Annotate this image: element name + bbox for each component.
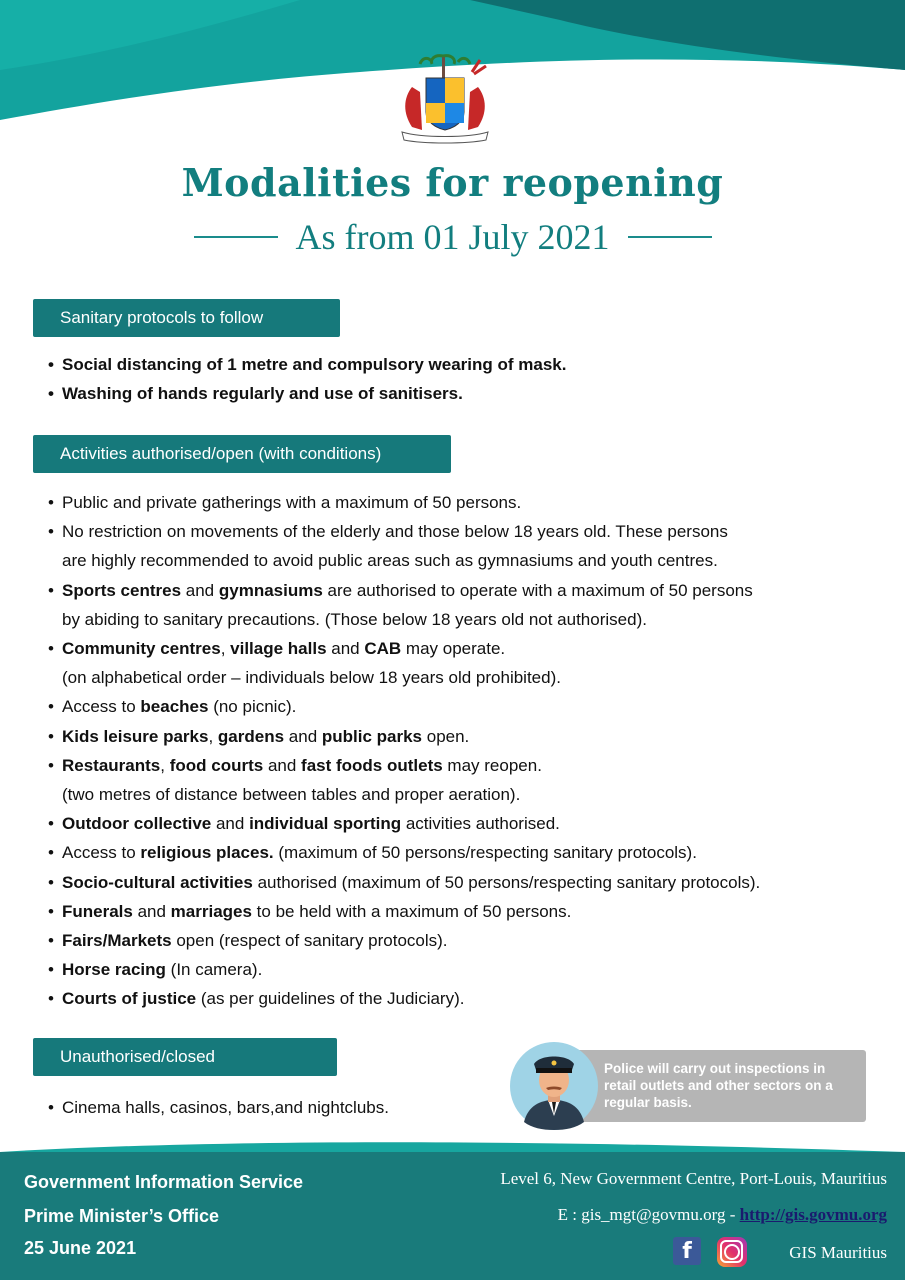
list-item: • Cinema halls, casinos, bars,and nightclubs. bbox=[48, 1093, 389, 1122]
list-item bbox=[48, 751, 760, 809]
list-item-text: (no picnic). bbox=[208, 697, 297, 717]
list-item: • Washing of hands regularly and use of sanitisers. bbox=[48, 379, 566, 408]
instagram-icon[interactable] bbox=[717, 1237, 747, 1267]
list-item-text: (In camera). bbox=[165, 960, 263, 980]
footer-email: E : gis_mgt@govmu.org - bbox=[557, 1205, 740, 1224]
list-item-text: Access to bbox=[62, 843, 141, 863]
list-item-emphasis: Outdoor collective bbox=[62, 814, 212, 834]
list-item-text: and bbox=[181, 580, 219, 600]
list-item-continuation: (on alphabetical order – individuals below 18 years old prohibited). bbox=[62, 668, 561, 688]
footer-contact bbox=[558, 1205, 887, 1225]
list-item-text: and bbox=[132, 901, 171, 921]
list-item-emphasis: public parks bbox=[321, 726, 423, 746]
list-item bbox=[48, 809, 760, 838]
list-item-text: No restriction on movements of the elderly and those below 18 years old. These persons bbox=[62, 522, 728, 542]
list-item-emphasis: gardens bbox=[217, 726, 285, 746]
footer-org: Government Information Service bbox=[24, 1172, 304, 1192]
list-item-emphasis: Funerals bbox=[62, 901, 133, 921]
list-item-text: open (respect of sanitary protocols). bbox=[171, 931, 448, 951]
list-item-text: Access to bbox=[62, 697, 141, 717]
list-item-emphasis: village halls bbox=[230, 639, 327, 659]
list-item-emphasis: Restaurants bbox=[62, 755, 161, 775]
list-item-text: activities authorised. bbox=[401, 814, 560, 834]
facebook-icon[interactable]: f bbox=[673, 1237, 701, 1265]
list-item-emphasis: marriages bbox=[170, 901, 252, 921]
list-item bbox=[48, 692, 760, 721]
police-notice bbox=[510, 1042, 866, 1132]
list-item-emphasis: individual sporting bbox=[249, 814, 402, 834]
footer-social-name: GIS Mauritius bbox=[789, 1243, 887, 1262]
list-item-continuation: are highly recommended to avoid public areas such as gymnasiums and youth centres. bbox=[62, 551, 718, 571]
police-note-text: Police will carry out inspections in retail outlets and other sectors on a regular basis. bbox=[566, 1050, 866, 1122]
list-item-text: to be held with a maximum of 50 persons. bbox=[251, 901, 572, 921]
list-item-emphasis: Sports centres bbox=[62, 580, 182, 600]
list-item-emphasis: food courts bbox=[169, 755, 264, 775]
footer-website-link[interactable]: http://gis.govmu.org bbox=[739, 1205, 887, 1224]
list-item bbox=[48, 926, 760, 955]
footer-office: Prime Minister’s Office bbox=[24, 1206, 220, 1226]
subtitle-row bbox=[0, 212, 905, 262]
list-item-emphasis: Socio-cultural activities bbox=[62, 872, 253, 892]
list-item-text: Public and private gatherings with a maximum of 50 persons. bbox=[62, 493, 522, 512]
list-item bbox=[48, 488, 760, 517]
list-item-emphasis: fast foods outlets bbox=[301, 755, 443, 775]
section-heading-sanitary: Sanitary protocols to follow bbox=[33, 299, 340, 337]
social-icons bbox=[673, 1237, 747, 1267]
list-item-text: may reopen. bbox=[442, 755, 542, 775]
list-item-text: and bbox=[263, 755, 302, 775]
list-item-continuation: (two metres of distance between tables and proper aeration). bbox=[62, 785, 521, 805]
authorised-list bbox=[48, 488, 760, 1014]
list-item: • Social distancing of 1 metre and compulsory wearing of mask. bbox=[48, 350, 566, 379]
list-item-text: open. bbox=[422, 726, 470, 746]
list-item-text: , bbox=[220, 639, 231, 659]
list-item-emphasis: CAB bbox=[364, 639, 402, 659]
list-item bbox=[48, 576, 760, 634]
list-item-text: (as per guidelines of the Judiciary). bbox=[196, 989, 465, 1009]
list-item bbox=[48, 517, 760, 575]
list-item-text: , bbox=[160, 755, 170, 775]
list-item-emphasis: Kids leisure parks bbox=[62, 726, 209, 746]
list-item-text: may operate. bbox=[401, 639, 506, 659]
list-item-text: and bbox=[211, 814, 250, 834]
list-item-text: (maximum of 50 persons/respecting sanitary protocols). bbox=[273, 843, 697, 863]
list-item-text: are authorised to operate with a maximum of 50 persons bbox=[322, 580, 753, 600]
list-item-text: and bbox=[284, 726, 322, 746]
list-item bbox=[48, 838, 760, 867]
list-item-emphasis: beaches bbox=[140, 697, 209, 717]
list-item bbox=[48, 634, 760, 692]
list-item-emphasis: Fairs/Markets bbox=[62, 931, 172, 951]
police-officer-icon bbox=[510, 1042, 598, 1130]
sanitary-list bbox=[48, 350, 566, 408]
list-item bbox=[48, 722, 760, 751]
page-subtitle: As from 01 July 2021 bbox=[295, 217, 610, 257]
footer-date: 25 June 2021 bbox=[24, 1238, 137, 1258]
list-item-text: authorised (maximum of 50 persons/respecting sanitary protocols). bbox=[252, 872, 761, 892]
list-item-continuation: by abiding to sanitary precautions. (Those below 18 years old not authorised). bbox=[62, 609, 647, 629]
list-item bbox=[48, 868, 760, 897]
list-item-text: and bbox=[326, 639, 365, 659]
list-item bbox=[48, 984, 760, 1013]
page-title: Modalities for reopening bbox=[181, 160, 724, 205]
footer-address: Level 6, New Government Centre, Port-Louis, Mauritius bbox=[500, 1169, 887, 1188]
list-item-emphasis: Community centres bbox=[62, 639, 221, 659]
subtitle-rule-left bbox=[194, 236, 278, 238]
list-item bbox=[48, 897, 760, 926]
list-item-text: , bbox=[208, 726, 218, 746]
section-heading-closed: Unauthorised/closed bbox=[33, 1038, 337, 1076]
closed-list bbox=[48, 1093, 389, 1122]
subtitle-rule-right bbox=[628, 236, 712, 238]
section-heading-authorised: Activities authorised/open (with conditions) bbox=[33, 435, 451, 473]
list-item-emphasis: gymnasiums bbox=[218, 580, 323, 600]
list-item bbox=[48, 955, 760, 984]
list-item-emphasis: religious places. bbox=[140, 843, 274, 863]
list-item-emphasis: Courts of justice bbox=[62, 989, 197, 1009]
coat-of-arms-icon bbox=[392, 52, 498, 144]
list-item-emphasis: Horse racing bbox=[62, 960, 166, 980]
